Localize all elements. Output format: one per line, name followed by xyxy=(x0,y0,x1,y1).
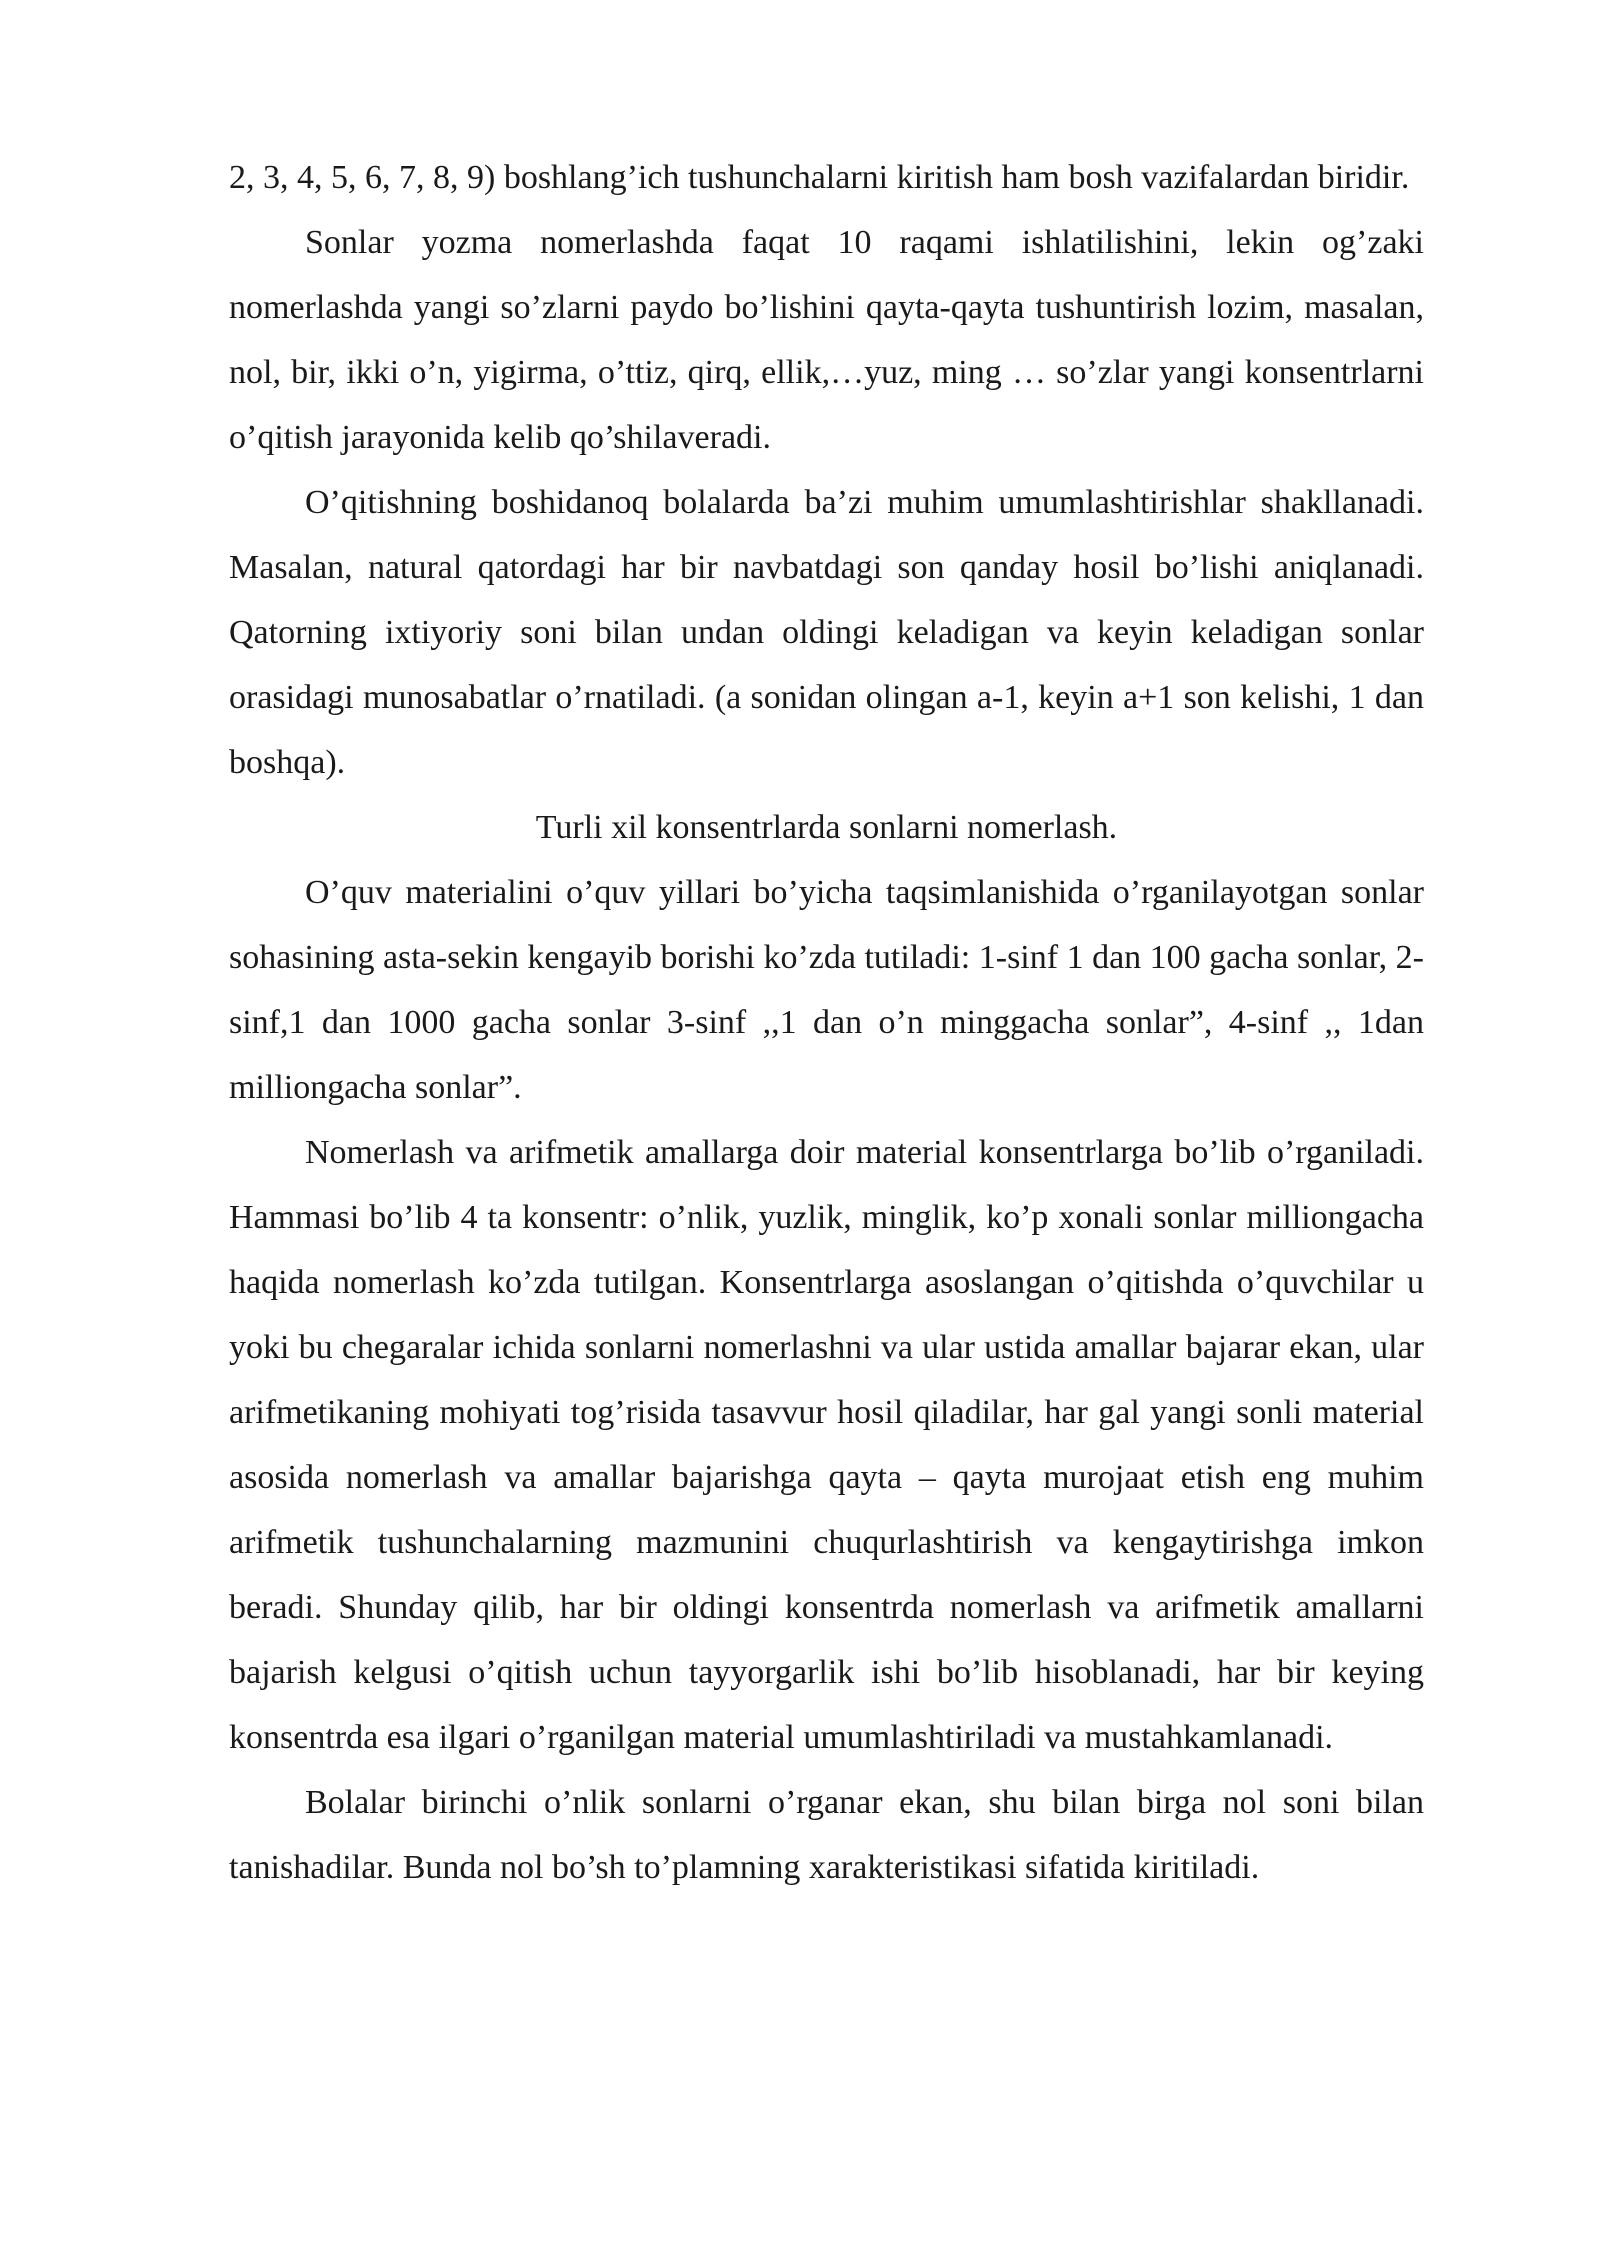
section-heading: Turli xil konsentrlarda sonlarni nomerlash. xyxy=(535,809,1118,846)
document-page xyxy=(229,145,1424,1900)
paragraph-curriculum-distribution: O’quv materialini o’quv yillari bo’yicha taqsimlanishida o’rganilayotgan sonlar sohasining asta-sekin kengayib borishi ko’zda tutiladi: 1-sinf 1 dan 100 gacha sonlar, 2-sinf,1 dan 1000 gacha sonlar 3-sinf ,,1 dan o’n minggacha sonlar”, 4-sinf ,, 1dan milliongacha sonlar”. xyxy=(229,874,1424,1106)
paragraph-zero-number: Bolalar birinchi o’nlik sonlarni o’rganar ekan, shu bilan birga nol soni bilan tanishadilar. Bunda nol bo’sh to’plamning xarakteristikasi sifatida kiritiladi. xyxy=(229,1784,1424,1886)
paragraph-continuation: 2, 3, 4, 5, 6, 7, 8, 9) boshlang’ich tushunchalarni kiritish ham bosh vazifalardan biridir. xyxy=(229,159,1410,196)
paragraph-generalizations: O’qitishning boshidanoq bolalarda ba’zi muhim umumlashtirishlar shakllanadi. Masalan, natural qatordagi har bir navbatdagi son qanday hosil bo’lishi aniqlanadi. Qatorning ixtiyoriy soni bilan undan oldingi keladigan va keyin keladigan sonlar orasidagi munosabatlar o’rnatiladi. (a sonidan olingan a-1, keyin a+1 son kelishi, 1 dan boshqa). xyxy=(229,484,1424,781)
paragraph-concentric-study: Nomerlash va arifmetik amallarga doir material konsentrlarga bo’lib o’rganiladi. Hammasi bo’lib 4 ta konsentr: o’nlik, yuzlik, minglik, ko’p xonali sonlar milliongacha haqida nomerlash ko’zda tutilgan. Konsentrlarga asoslangan o’qitishda o’quvchilar u yoki bu chegaralar ichida sonlarni nomerlashni va ular ustida amallar bajarar ekan, ular arifmetikaning mohiyati tog’risida tasavvur hosil qiladilar, har gal yangi sonli material asosida nomerlash va amallar bajarishga qayta – qayta murojaat etish eng muhim arifmetik tushunchalarning mazmunini chuqurlashtirish va kengaytirishga imkon beradi. Shunday qilib, har bir oldingi konsentrda nomerlash va arifmetik amallarni bajarish kelgusi o’qitish uchun tayyorgarlik ishi bo’lib hisoblanadi, har bir keying konsentrda esa ilgari o’rganilgan material umumlashtiriladi va mustahkamlanadi. xyxy=(229,1134,1424,1756)
paragraph-written-numbering: Sonlar yozma nomerlashda faqat 10 raqami ishlatilishini, lekin og’zaki nomerlashda yangi so’zlarni paydo bo’lishini qayta-qayta tushuntirish lozim, masalan, nol, bir, ikki o’n, yigirma, o’ttiz, qirq, ellik,…yuz, ming … so’zlar yangi konsentrlarni o’qitish jarayonida kelib qo’shilaveradi. xyxy=(229,224,1424,456)
